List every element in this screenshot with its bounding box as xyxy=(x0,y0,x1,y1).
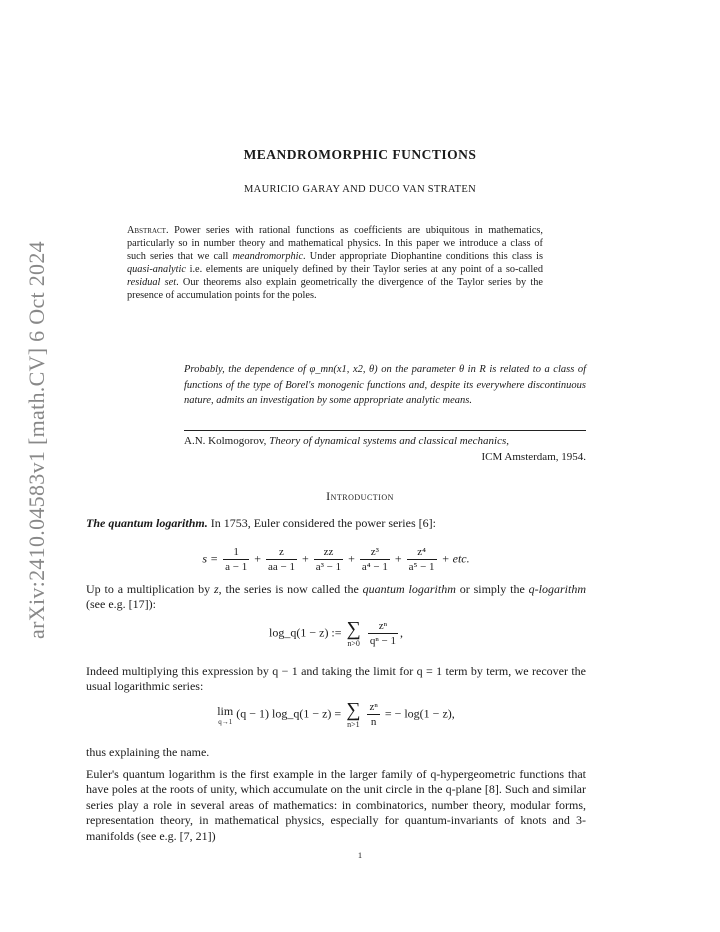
abstract-label: Abstract. xyxy=(127,225,169,236)
fraction xyxy=(368,620,398,647)
fraction xyxy=(360,546,390,573)
epigraph-venue: ICM Amsterdam, 1954. xyxy=(481,451,586,463)
sum-index: n>0 xyxy=(347,639,360,648)
paragraph-text: or simply the xyxy=(455,582,529,596)
fraction xyxy=(407,546,437,573)
epigraph-rule xyxy=(184,430,586,431)
paragraph: Euler's quantum logarithm is the first example in the larger family of q-hypergeometric functions that have poles at the roots of unity, which accumulate on the unit circle in the q-plane [8]. Such and similar series play a role in several areas of mathematics: in combinatorics, number theory, modular forms, representation theory, in mathematical physics, especially for quantum-invariants of knots and 3-manifolds (see e.g. [7, 21]) xyxy=(86,767,586,843)
paragraph xyxy=(86,516,586,531)
paragraph-text: In 1753, Euler considered the power series [6]: xyxy=(207,516,436,530)
denominator: qⁿ − 1 xyxy=(369,635,396,647)
sum-symbol: ∑ n>1 xyxy=(346,699,361,729)
denominator: a⁵ − 1 xyxy=(408,561,435,573)
denominator: a − 1 xyxy=(225,561,248,573)
abstract xyxy=(127,224,543,302)
abstract-emph: quasi-analytic xyxy=(127,264,186,275)
abstract-text: . Our theorems also explain geometrically the divergence of the Taylor series by the presence of accumulation points for the poles. xyxy=(127,277,543,301)
paragraph-text: , the series is now called the xyxy=(218,582,363,596)
denominator: a³ − 1 xyxy=(315,561,342,573)
arxiv-stamp xyxy=(22,240,52,640)
paragraph-text: (see e.g. [17]): xyxy=(86,597,156,612)
equation-tail: = − log(1 − z), xyxy=(381,706,455,721)
numerator: z xyxy=(279,546,284,558)
paper-authors: MAURICIO GARAY AND DUCO VAN STRATEN xyxy=(244,184,476,195)
fraction xyxy=(314,546,343,573)
epigraph-work: Theory of dynamical systems and classical mechanics xyxy=(269,435,507,447)
epigraph-text: on the parameter θ in R is related to a class of functions of the type of Borel's monogenic functions and, despite its everywhere discontinuous nature, admits an investigation by some appropriate analytic means. xyxy=(184,364,586,406)
epigraph xyxy=(184,362,586,409)
abstract-text: i.e. elements are uniquely defined by their Taylor series at any point of a so-called xyxy=(185,264,543,275)
equation-tail: + etc. xyxy=(441,551,470,566)
sum-symbol: ∑ n>0 xyxy=(346,618,361,648)
paper-title: MEANDROMORPHIC FUNCTIONS xyxy=(243,147,477,162)
sum-index: n>1 xyxy=(347,720,360,729)
epigraph-source xyxy=(184,433,586,465)
abstract-emph: meandromorphic xyxy=(232,251,304,262)
equation-q-logarithm xyxy=(86,619,586,648)
fraction xyxy=(223,546,249,573)
epigraph-author: A.N. Kolmogorov, xyxy=(184,435,270,447)
paragraph-emph: q-logarithm xyxy=(528,582,587,596)
equation-lhs: log_q(1 − z) := xyxy=(269,625,345,640)
equation-tail: , xyxy=(399,625,403,640)
numerator: zⁿ xyxy=(369,701,378,713)
subsection-heading: The quantum logarithm. xyxy=(86,516,208,530)
abstract-emph: residual set xyxy=(127,277,177,288)
paragraph-emph: quantum logarithm xyxy=(362,582,456,596)
limit-label: lim xyxy=(217,703,234,718)
abstract-text: . Under appropriate Diophantine conditions this class is xyxy=(303,251,544,262)
epigraph-text: Probably, the dependence of xyxy=(184,364,310,375)
numerator: z³ xyxy=(370,546,379,558)
numerator: zz xyxy=(323,546,334,558)
equation-euler-series: s = $\frac{1}{a - 1}$ + $\frac{z}{aa - 1}$ + $\frac{zz}{\text{a³ − 1}}$ + $\frac{\text{z³}}{\text{a⁴ − 1}}$ + $\frac{\text{z⁴}}{\text{a⁵ − 1}}$ + etc. xyxy=(202,546,470,573)
numerator: zⁿ xyxy=(378,620,388,632)
page-number: 1 xyxy=(357,850,363,860)
paragraph: Indeed multiplying this expression by q − 1 and taking the limit for q = 1 term by term, we recover the usual logarithmic series: xyxy=(86,664,586,694)
epigraph-math: φ_mn(x1, x2, θ) xyxy=(309,364,378,375)
fraction xyxy=(266,546,297,573)
paragraph xyxy=(86,582,586,613)
abstract-text: Power series with rational functions as coefficients are ubiquitous in mathematics, particularly so in number theory and mathematical physics. In this paper we introduce a class of such series that we call xyxy=(127,225,543,262)
equation-lhs: s = xyxy=(202,551,222,566)
limit-sub: q→1 xyxy=(218,717,233,726)
section-heading: Introduction xyxy=(326,489,394,503)
denominator: aa − 1 xyxy=(268,561,295,573)
denominator: n xyxy=(367,714,379,728)
numerator: 1 xyxy=(233,546,239,558)
equation-middle: (q − 1) log_q(1 − z) = xyxy=(236,706,345,721)
math-var: z xyxy=(213,582,219,596)
arxiv-stamp-text: arXiv:2410.04583v1 [math.CV] 6 Oct 2024 xyxy=(24,241,49,639)
numerator: z⁴ xyxy=(417,546,426,558)
fraction xyxy=(367,701,379,728)
equation-limit xyxy=(86,700,586,729)
paragraph: thus explaining the name. xyxy=(86,745,210,759)
denominator: a⁴ − 1 xyxy=(361,561,388,573)
paragraph-text: Up to a multiplication by xyxy=(86,582,214,596)
limit-operator xyxy=(217,704,233,726)
epigraph-punct: , xyxy=(506,435,509,447)
